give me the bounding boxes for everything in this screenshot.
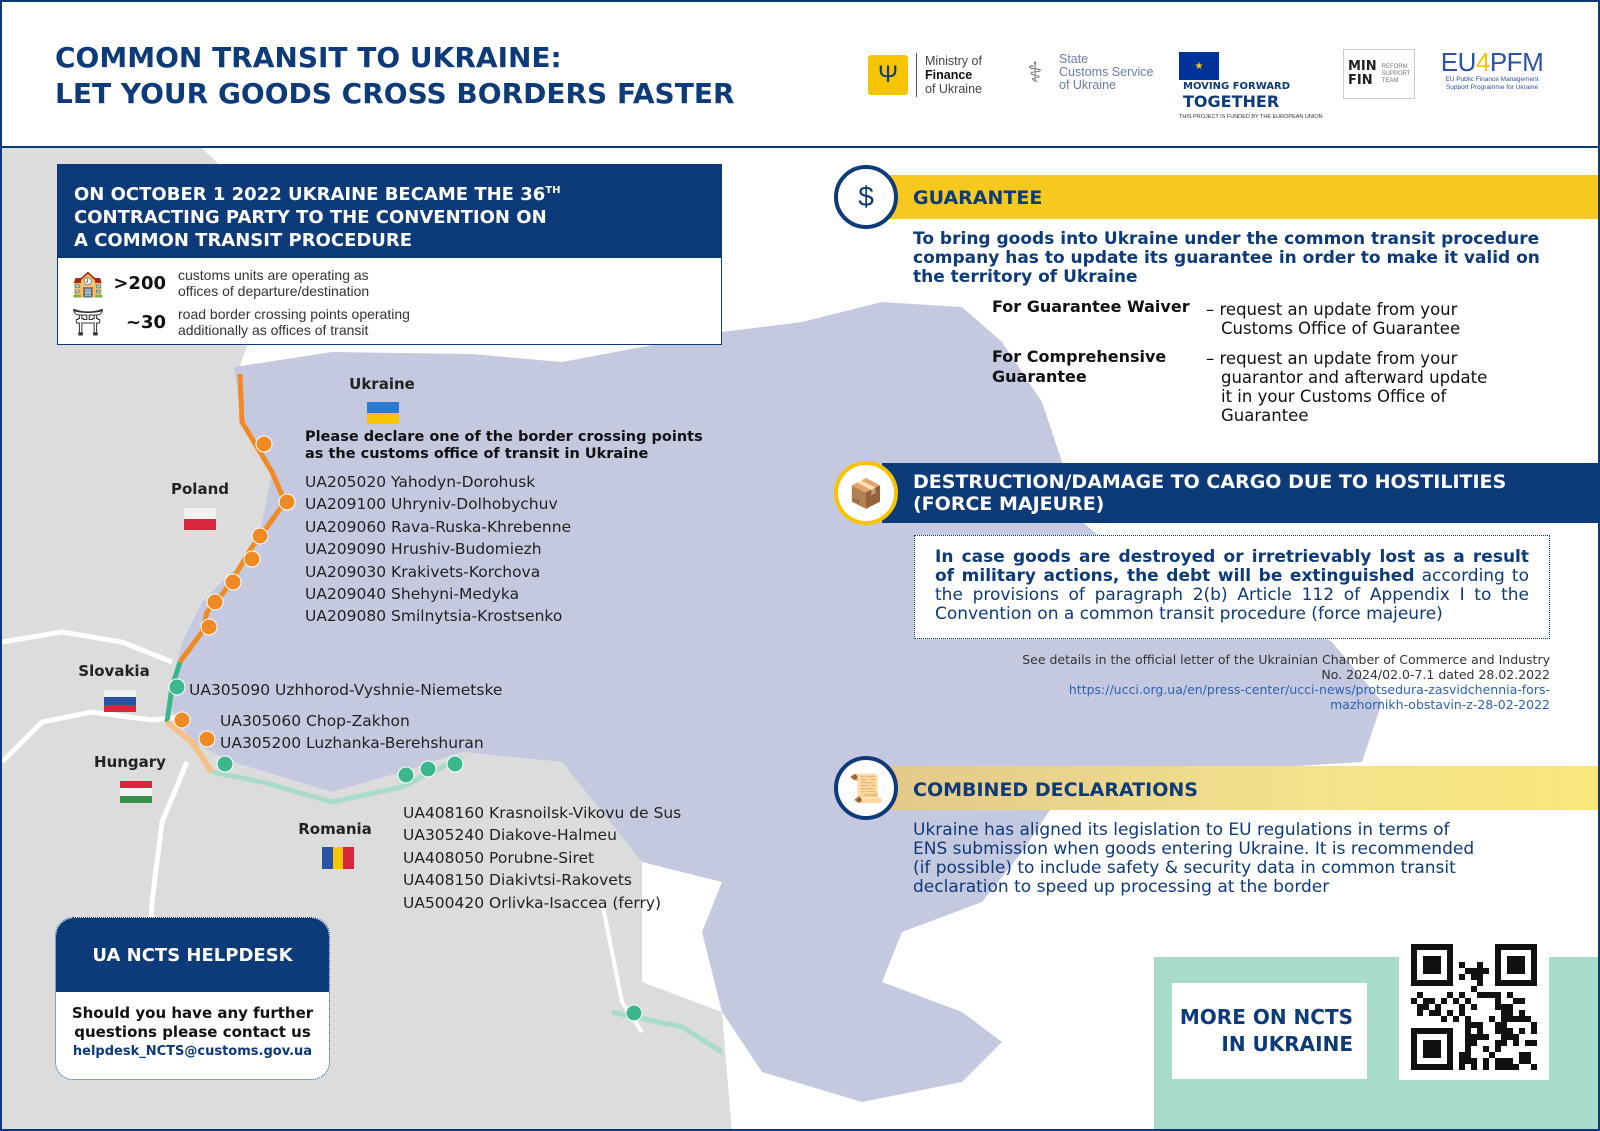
declare-instruction: Please declare one of the border crossing points as the customs office of transit in Ukraine — [305, 429, 703, 462]
list-item: UA209090 Hrushiv-Budomiezh — [305, 540, 542, 559]
crossing-pin — [256, 436, 272, 452]
list-item: UA205020 Yahodyn-Dorohusk — [305, 473, 536, 491]
list-item: UA408150 Diakivtsi-Rakovets — [403, 871, 632, 890]
waiver-label: For Guarantee Waiver — [992, 297, 1190, 316]
details-reference: See details in the official letter of the Ukrainian Chamber of Commerce and Industry No. 2024/02.0-7.1 dated 28.02.2022 https://ucci.org.ua/en/press-center/ucci-news/protsedura-zasvidchennia-fors- mazhornikh-obstavin-z-28-02-2022 — [902, 652, 1550, 712]
hungary-crossing-list — [220, 711, 484, 754]
slovakia-crossing: UA305090 Uzhhorod-Vyshnie-Niemetske — [189, 681, 503, 699]
more-on-ncts-label: MORE ON NCTS IN UKRAINE — [1172, 983, 1367, 1079]
crossing-pin — [398, 767, 414, 783]
title-line-1: COMMON TRANSIT TO UKRAINE: — [55, 41, 562, 74]
trident-icon: Ψ — [868, 55, 908, 95]
list-item: UA408160 Krasnoilsk-Vikovu de Sus — [403, 804, 682, 822]
poland-crossing-list — [305, 471, 571, 628]
hungary-flag — [120, 781, 152, 803]
force-majeure-title: DESTRUCTION/DAMAGE TO CARGO DUE TO HOSTILITIES (FORCE MAJEURE) — [913, 471, 1507, 515]
guarantee-title: GUARANTEE — [913, 187, 1043, 209]
list-item: UA305240 Diakove-Halmeu — [403, 826, 617, 845]
comprehensive-text: – request an update from your guarantor and afterward update it in your Customs Office of Guarantee — [1206, 349, 1488, 425]
country-label-ukraine: Ukraine — [349, 375, 415, 393]
crossing-pin — [207, 594, 223, 610]
crossing-pin — [279, 494, 295, 510]
country-label-slovakia: Slovakia — [78, 662, 150, 680]
minfin-reform-logo: MIN FIN REFORM SUPPORT TEAM — [1343, 49, 1415, 99]
qr-code-icon[interactable] — [1399, 934, 1549, 1080]
country-label-romania: Romania — [298, 820, 372, 838]
list-item: UA209060 Rava-Ruska-Khrebenne — [305, 517, 572, 536]
scroll-certificate-icon: 📜 — [834, 756, 898, 820]
helpdesk-card: UA NCTS HELPDESK Should you have any further questions please contact us helpdesk_NCTS@customs.gov.ua — [55, 917, 330, 1080]
state-customs-service-logo: ⚕ State Customs Service of Ukraine — [1017, 52, 1153, 92]
helpdesk-email-link[interactable]: helpdesk_NCTS@customs.gov.ua — [72, 1044, 313, 1059]
ucci-link[interactable]: https://ucci.org.ua/en/press-center/ucci-news/protsedura-zasvidchennia-fors- — [1068, 682, 1550, 697]
list-item: UA305200 Luzhanka-Berehshuran — [220, 733, 484, 752]
header-divider — [2, 146, 1600, 148]
crossing-pin — [217, 756, 233, 772]
ucci-link-cont[interactable]: mazhornikh-obstavin-z-28-02-2022 — [1330, 697, 1550, 712]
crossing-pin — [225, 574, 241, 590]
guarantee-document-icon: $ — [834, 165, 898, 229]
poland-flag — [184, 508, 216, 530]
helpdesk-title: UA NCTS HELPDESK — [56, 918, 329, 992]
list-item: UA209030 Krakivets-Korchova — [305, 562, 541, 581]
border-checkpoint-icon: ⛩ — [71, 306, 105, 337]
qr-code-graphic — [1411, 944, 1537, 1070]
convention-info-box — [57, 164, 722, 345]
combined-title: COMBINED DECLARATIONS — [913, 779, 1198, 801]
country-label-poland: Poland — [171, 480, 229, 498]
list-item: UA209100 Uhryniv-Dolhobychuv — [305, 495, 558, 514]
damaged-box-icon: 📦 — [834, 461, 898, 525]
crossing-pin — [626, 1005, 642, 1021]
comprehensive-label: For Comprehensive Guarantee — [992, 347, 1167, 386]
ukraine-flag — [367, 402, 399, 424]
title-line-2: LET YOUR GOODS CROSS BORDERS FASTER — [55, 77, 735, 110]
customs-units-row: 🏫 >200 customs units are operating as offices of departure/destination — [71, 267, 370, 299]
crossing-pin — [252, 528, 268, 544]
force-majeure-text-box: In case goods are destroyed or irretrievably lost as a result of military actions, the debt will be extinguished according to the provisions of paragraph 2(b) Article 112 of Appendix I to the Convention on a common transit procedure (force majeure) — [914, 535, 1550, 639]
eu-flag-icon: ★ — [1179, 52, 1219, 80]
crossing-pin — [199, 731, 215, 747]
list-item: UA500420 Orlivka-Isaccea (ferry) — [403, 893, 662, 912]
romania-crossing-list — [403, 802, 681, 914]
list-item: UA305060 Chop-Zakhon — [220, 712, 410, 730]
eu-funded-logo: ★ MOVING FORWARD TOGETHER THIS PROJECT IS FUNDED BY THE EUROPEAN UNION — [1179, 52, 1325, 120]
convention-heading: ON OCTOBER 1 2022 UKRAINE BECAME THE 36TH CONTRACTING PARTY TO THE CONVENTION ON A COMMON TRANSIT PROCEDURE — [58, 165, 721, 258]
crossing-pin — [169, 679, 185, 695]
waiver-text: – request an update from your Customs Office of Guarantee — [1206, 300, 1461, 338]
list-item: UA209040 Shehyni-Medyka — [305, 585, 520, 604]
page-title — [55, 40, 735, 112]
caduceus-icon: ⚕ — [1027, 56, 1043, 88]
customs-building-icon: 🏫 — [71, 267, 105, 298]
crossing-pin — [244, 551, 260, 567]
combined-text: Ukraine has aligned its legislation to EU regulations in terms of ENS submission when goods entering Ukraine. It is recommended (if possible) to include safety & security data in common transit declaration to speed up processing at the border — [913, 820, 1475, 897]
crossing-pin — [447, 756, 463, 772]
border-points-row: ⛩ ~30 road border crossing points operating additionally as offices of transit — [71, 306, 410, 338]
crossing-pin — [174, 712, 190, 728]
romania-flag — [322, 847, 354, 869]
crossing-pin — [420, 761, 436, 777]
list-item: UA209080 Smilnytsia-Krostsenko — [305, 607, 563, 626]
ministry-of-finance-logo: Ψ Ministry of Finance of Ukraine — [868, 52, 982, 98]
list-item: UA408050 Porubne-Siret — [403, 848, 595, 867]
crossing-pin — [201, 619, 217, 635]
eu4pfm-logo: EU4PFM EU Public Finance Management Support Programme for Ukraine — [1440, 47, 1544, 91]
country-label-hungary: Hungary — [94, 753, 166, 771]
guarantee-lead: To bring goods into Ukraine under the common transit procedure company has to update its guarantee in order to make it valid on the territory of Ukraine — [913, 229, 1540, 287]
slovakia-flag — [104, 690, 136, 712]
